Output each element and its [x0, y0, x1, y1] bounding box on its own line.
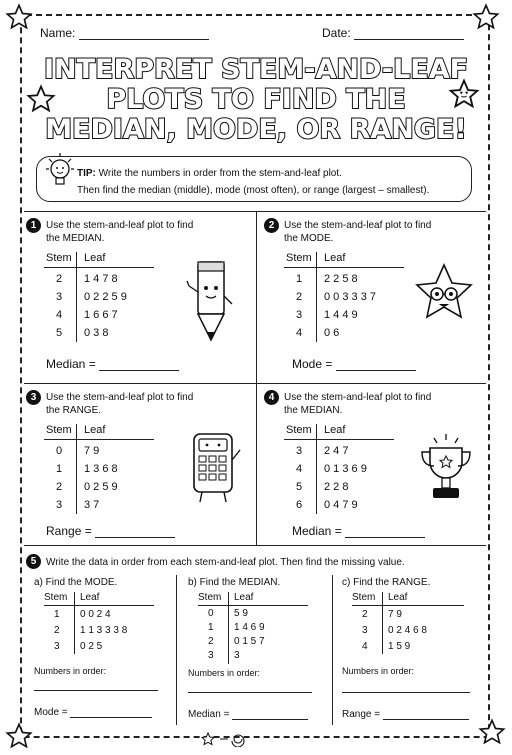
- question-5-prompt: Write the data in order from each stem-and-leaf plot. Then find the missing value.: [46, 557, 405, 568]
- stem-value: 3: [208, 650, 214, 661]
- stem-value: 4: [296, 463, 303, 475]
- stem-value: 1: [56, 463, 63, 475]
- prompt-line: the RANGE.: [46, 405, 102, 416]
- stem-value: 4: [296, 327, 303, 339]
- prompt-line: Use the stem-and-leaf plot to find: [284, 220, 432, 231]
- leaf-values: 0 4 7 9: [324, 499, 358, 511]
- question-number-3: 3: [26, 390, 41, 405]
- plot-rule: [284, 439, 394, 440]
- divider: [176, 575, 177, 725]
- plot-rule: [76, 252, 77, 342]
- plot-rule: [44, 605, 154, 606]
- question-1-prompt: [46, 219, 193, 245]
- answer-field-5b[interactable]: [188, 709, 308, 720]
- stem-value: 0: [56, 445, 63, 457]
- leaf-values: 1 6 6 7: [84, 309, 118, 321]
- worksheet-title: [40, 50, 472, 146]
- stem-value: 6: [296, 499, 303, 511]
- title-line-2: PLOTS TO FIND THE: [106, 84, 406, 115]
- answer-label: Mode =: [34, 707, 68, 718]
- stem-header: Stem: [44, 592, 68, 603]
- leaf-values: 5 9: [234, 608, 248, 619]
- plot-rule: [198, 605, 308, 606]
- answer-field-5a[interactable]: [34, 707, 152, 718]
- tip-label: TIP:: [77, 168, 96, 179]
- leaf-values: 0 2 4 6 8: [388, 625, 427, 636]
- leaf-values: 3: [234, 650, 240, 661]
- question-number-5: 5: [26, 554, 41, 569]
- leaf-values: 1 4 6 9: [234, 622, 265, 633]
- star-with-glasses-icon: [414, 262, 474, 330]
- leaf-header: Leaf: [234, 592, 254, 603]
- plot-rule: [44, 439, 154, 440]
- title-svg: [40, 50, 472, 146]
- divider: [24, 545, 486, 546]
- stem-value: 3: [296, 445, 303, 457]
- answer-label: Median =: [188, 709, 230, 720]
- answer-label: Median =: [292, 524, 342, 538]
- answer-line[interactable]: [345, 525, 425, 538]
- leaf-header: Leaf: [324, 252, 346, 264]
- prompt-line: the MEDIAN.: [284, 405, 343, 416]
- leaf-values: 1 4 4 9: [324, 309, 358, 321]
- stem-leaf-plot-4: [284, 424, 404, 514]
- stem-leaf-plot-1: [44, 252, 164, 342]
- answer-label: Range =: [342, 709, 381, 720]
- question-number-4: 4: [264, 390, 279, 405]
- plot-rule: [76, 424, 77, 514]
- question-4-prompt: [284, 391, 431, 417]
- leaf-values: 2 2 8: [324, 481, 349, 493]
- leaf-values: 0 1 3 6 9: [324, 463, 367, 475]
- bottom-ornament-icon: [200, 731, 260, 747]
- leaf-values: 0 0 3 3 3 7: [324, 291, 376, 303]
- stem-value: 2: [54, 625, 60, 636]
- numbers-in-order-label: Numbers in order:: [188, 668, 261, 678]
- answer-field-5c[interactable]: [342, 709, 469, 720]
- leaf-values: 0 3 8: [84, 327, 109, 339]
- leaf-values: 1 3 6 8: [84, 463, 118, 475]
- leaf-values: 1 5 9: [388, 641, 411, 652]
- stem-header: Stem: [286, 424, 312, 436]
- leaf-values: 1 1 3 3 3 8: [80, 625, 128, 636]
- stem-value: 5: [296, 481, 303, 493]
- title-line-3: MEDIAN, MODE, OR RANGE!: [45, 114, 467, 145]
- date-field[interactable]: [322, 26, 464, 40]
- plot-rule: [382, 592, 383, 654]
- plot-rule: [316, 424, 317, 514]
- stem-header: Stem: [46, 252, 72, 264]
- stem-leaf-plot-3: [44, 424, 164, 514]
- date-line[interactable]: [354, 27, 464, 40]
- leaf-values: 0 2 5 9: [84, 481, 118, 493]
- leaf-values: 0 2 5: [80, 641, 103, 652]
- star-icon: [5, 3, 33, 31]
- name-field[interactable]: [40, 26, 209, 40]
- stem-value: 3: [56, 499, 63, 511]
- numbers-in-order-label: Numbers in order:: [34, 666, 107, 676]
- stem-value: 3: [54, 641, 60, 652]
- prompt-line: Use the stem-and-leaf plot to find: [46, 392, 194, 403]
- question-2-prompt: [284, 219, 431, 245]
- leaf-values: 2 2 5 8: [324, 273, 358, 285]
- leaf-values: 0 0 2 4: [80, 609, 111, 620]
- numbers-in-order-line[interactable]: [34, 690, 158, 691]
- plot-rule: [44, 267, 154, 268]
- stem-value: 4: [56, 309, 63, 321]
- leaf-values: 7 9: [84, 445, 100, 457]
- trophy-icon: [414, 432, 478, 512]
- answer-line[interactable]: [336, 358, 416, 371]
- answer-field-1[interactable]: [46, 357, 179, 371]
- numbers-in-order-label: Numbers in order:: [342, 666, 415, 676]
- stem-value: 4: [362, 641, 368, 652]
- answer-line[interactable]: [383, 709, 469, 720]
- stem-value: 2: [56, 273, 63, 285]
- star-icon: [478, 718, 506, 746]
- leaf-values: 0 6: [324, 327, 340, 339]
- divider: [256, 211, 257, 545]
- prompt-line: Use the stem-and-leaf plot to find: [284, 392, 432, 403]
- leaf-header: Leaf: [84, 252, 106, 264]
- stem-value: 0: [208, 608, 214, 619]
- part-a-title: a) Find the MODE.: [34, 577, 118, 588]
- question-3-prompt: [46, 391, 193, 417]
- tip-text-1: Write the numbers in order from the stem-and-leaf plot.: [95, 168, 342, 179]
- part-c-title: c) Find the RANGE.: [342, 577, 431, 588]
- stem-value: 3: [296, 309, 303, 321]
- pencil-icon: [184, 256, 238, 346]
- answer-line[interactable]: [99, 358, 179, 371]
- stem-value: 3: [56, 291, 63, 303]
- leaf-values: 7 9: [388, 609, 402, 620]
- stem-value: 5: [56, 327, 63, 339]
- plot-rule: [316, 252, 317, 342]
- answer-line[interactable]: [232, 709, 308, 720]
- leaf-values: 1 4 7 8: [84, 273, 118, 285]
- calculator-icon: [186, 430, 248, 506]
- leaf-values: 2 4 7: [324, 445, 349, 457]
- answer-line[interactable]: [70, 707, 152, 718]
- stem-value: 3: [362, 625, 368, 636]
- tip-line-2: Then find the median (middle), mode (most often), or range (largest – smallest).: [77, 185, 430, 196]
- prompt-line: Use the stem-and-leaf plot to find: [46, 220, 194, 231]
- name-label: Name:: [40, 26, 76, 40]
- prompt-line: the MODE.: [284, 233, 334, 244]
- stem-value: 2: [208, 636, 214, 647]
- plot-rule: [228, 592, 229, 664]
- answer-label: Mode =: [292, 357, 333, 371]
- part-b-title: b) Find the MEDIAN.: [188, 577, 281, 588]
- plot-rule: [352, 605, 464, 606]
- leaf-header: Leaf: [84, 424, 106, 436]
- leaf-values: 0 1 5 7: [234, 636, 265, 647]
- leaf-values: 0 2 2 5 9: [84, 291, 127, 303]
- stem-value: 2: [296, 291, 303, 303]
- tip-line-1: [77, 168, 342, 179]
- leaf-values: 3 7: [84, 499, 100, 511]
- stem-value: 2: [56, 481, 63, 493]
- title-line-1: INTERPRET STEM-AND-LEAF: [43, 54, 469, 85]
- divider: [332, 575, 333, 725]
- leaf-header: Leaf: [80, 592, 100, 603]
- star-icon: [472, 3, 500, 31]
- numbers-in-order-line[interactable]: [342, 692, 470, 693]
- stem-header: Stem: [286, 252, 312, 264]
- prompt-line: the MEDIAN.: [46, 233, 105, 244]
- stem-header: Stem: [46, 424, 72, 436]
- stem-leaf-plot-2: [284, 252, 414, 342]
- stem-value: 2: [362, 609, 368, 620]
- plot-rule: [74, 592, 75, 654]
- divider: [24, 211, 486, 212]
- leaf-header: Leaf: [388, 592, 408, 603]
- stem-value: 1: [296, 273, 303, 285]
- divider: [24, 383, 486, 384]
- stem-value: 1: [54, 609, 60, 620]
- name-line[interactable]: [79, 27, 209, 40]
- plot-rule: [284, 267, 404, 268]
- question-number-2: 2: [264, 218, 279, 233]
- stem-header: Stem: [198, 592, 222, 603]
- stem-leaf-plot-5a: [44, 592, 164, 656]
- star-icon: [5, 722, 33, 750]
- numbers-in-order-line[interactable]: [188, 692, 312, 693]
- answer-label: Median =: [46, 357, 96, 371]
- answer-line[interactable]: [95, 525, 175, 538]
- answer-field-2[interactable]: [292, 357, 416, 371]
- lightbulb-icon: [45, 151, 75, 191]
- tip-box: [36, 156, 472, 202]
- answer-field-3[interactable]: [46, 524, 175, 538]
- leaf-header: Leaf: [324, 424, 346, 436]
- question-number-1: 1: [26, 218, 41, 233]
- stem-header: Stem: [352, 592, 376, 603]
- date-label: Date:: [322, 26, 351, 40]
- answer-label: Range =: [46, 524, 92, 538]
- stem-leaf-plot-5b: [198, 592, 318, 668]
- stem-leaf-plot-5c: [352, 592, 476, 656]
- answer-field-4[interactable]: [292, 524, 425, 538]
- stem-value: 1: [208, 622, 214, 633]
